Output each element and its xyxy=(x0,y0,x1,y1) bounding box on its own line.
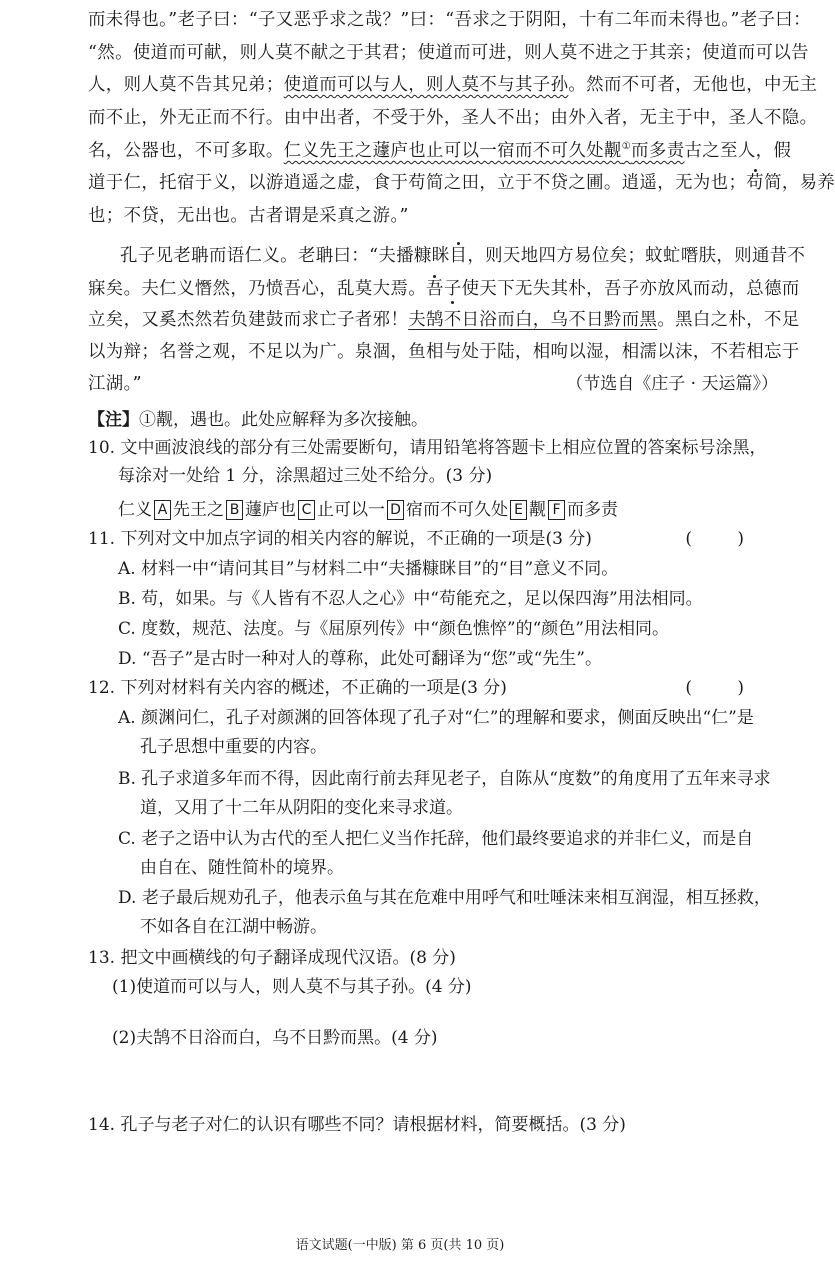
option-b: B. 苟，如果。与《人皆有不忍人之心》中“苟能充之，足以保四海”用法相同。 xyxy=(118,589,703,609)
passage-text: 古之至人，假 xyxy=(684,141,792,161)
passage-text: 。然而不可者，无他也，中无主 xyxy=(568,75,818,95)
question-12-stem: 12. 下列对材料有关内容的概述，不正确的一项是(3 分) xyxy=(88,678,507,698)
dotted-character: 子 xyxy=(443,279,462,299)
answer-paren[interactable]: ( ) xyxy=(685,678,764,698)
option-d: D. “吾子”是古时一种对人的尊称，此处可翻译为“您”或“先生”。 xyxy=(118,649,602,669)
choice-box-f[interactable]: F xyxy=(548,500,565,520)
page-footer: 语文试题(一中版) 第 6 页(共 10 页) xyxy=(295,1238,505,1253)
choice-box-d[interactable]: D xyxy=(387,500,404,520)
underlined-sentence: 夫鹄不日浴而白，乌不日黔而黑 xyxy=(408,310,658,330)
footnote-marker: ① xyxy=(621,141,632,153)
passage-line xyxy=(88,139,792,163)
passage-line: 江湖。” xyxy=(88,374,142,394)
dotted-character: 吾 xyxy=(426,279,444,299)
passage-line: 寐矣。夫仁义憯然，乃愤吾心，乱莫大焉。吾子使天下无失其朴，吾子亦放风而动，总德而 xyxy=(88,279,800,299)
note-text: ①觏，遇也。此处应解释为多次接触。 xyxy=(139,410,428,430)
option-a: A. 颜渊问仁，孔子对颜渊的回答体现了孔子对“仁”的理解和要求，侧面反映出“仁”是 xyxy=(118,708,754,728)
choice-box-b[interactable]: B xyxy=(226,500,243,520)
option-a-cont: 孔子思想中重要的内容。 xyxy=(140,737,327,757)
answer-paren[interactable]: ( ) xyxy=(685,529,764,549)
option-d-cont: 不如各自在江湖中畅游。 xyxy=(140,917,327,937)
question-10-stem: 10. 文中画波浪线的部分有三处需要断句，请用铅笔将答题卡上相应位置的答案标号涂黑， xyxy=(88,438,767,458)
footnote xyxy=(88,408,428,432)
wavy-underlined-text: 使道而可以与人，则人莫不与其子孙 xyxy=(283,75,569,95)
question-11-stem: 11. 下列对文中加点字词的相关内容的解说，不正确的一项是(3 分) xyxy=(88,529,592,549)
passage-line: 孔子见老聃而语仁义。老聃曰：“夫播糠眯目，则天地四方易位矣；蚊虻噆肤，则通昔不 xyxy=(120,246,806,266)
choice-box-a[interactable]: A xyxy=(154,500,171,520)
passage-line: 也；不贷，无出也。古者谓是采真之游。” xyxy=(88,206,409,226)
option-b: B. 孔子求道多年而不得，因此南行前去拜见老子，自陈从“度数”的角度用了五年来寻求 xyxy=(118,769,771,789)
option-c: C. 度数，规范、法度。与《屈原列传》中“颜色憔悴”的“颜色”用法相同。 xyxy=(118,619,669,639)
question-13-item-1: (1)使道而可以与人，则人莫不与其子孙。(4 分) xyxy=(112,977,472,997)
source-citation: （节选自《庄子 · 天运篇》） xyxy=(566,374,778,394)
choice-box-e[interactable]: E xyxy=(510,500,527,520)
choice-box-c[interactable]: C xyxy=(298,500,315,520)
passage-line xyxy=(88,73,818,97)
passage-text: 人，则人莫不告其兄弟； xyxy=(88,75,284,95)
option-c-cont: 由自在、随性简朴的境界。 xyxy=(140,858,344,878)
note-tag: 【注】 xyxy=(88,410,139,430)
passage-line: 道于仁，托宿于义，以游逍遥之虚，食于苟简之田，立于不贷之圃。逍遥，无为也；苟简，易养 xyxy=(88,173,835,193)
dotted-character: 目 xyxy=(449,246,468,266)
passage-line: 而不止，外无正而不行。由中出者，不受于外，圣人不出；由外入者，无主于中，圣人不隐。 xyxy=(88,108,818,128)
passage-line: 以为辩；名誉之观，不足以为广。泉涸，鱼相与处于陆，相呴以湿，相濡以沫，不若相忘于 xyxy=(88,342,800,362)
option-d: D. 老子最后规劝孔子，他表示鱼与其在危难中用呼气和吐唾沫来相互润湿，相互拯救， xyxy=(118,888,771,908)
passage-text: 名，公器也，不可多取。 xyxy=(88,141,284,161)
question-14-stem: 14. 孔子与老子对仁的认识有哪些不同？请根据材料，简要概括。(3 分) xyxy=(88,1115,626,1135)
question-10-stem-cont: 每涂对一处给 1 分，涂黑超过三处不给分。(3 分) xyxy=(118,466,493,486)
wavy-underlined-text: 仁义先王之蘧庐也止可以一宿而不可久处觏①而多责 xyxy=(283,141,685,161)
option-b-cont: 道，又用了十二年从阴阳的变化来寻求道。 xyxy=(140,798,463,818)
passage-line: 立矣，又奚杰然若负建鼓而求亡子者邪！夫鹄不日浴而白，乌不日黔而黑。黑白之朴，不足 xyxy=(88,310,800,330)
option-a: A. 材料一中“请问其目”与材料二中“夫播糠眯目”的“目”意义不同。 xyxy=(118,559,619,579)
question-13-stem: 13. 把文中画横线的句子翻译成现代汉语。(8 分) xyxy=(88,948,456,968)
passage-line: “然。使道而可献，则人莫不献之于其君；使道而可进，则人莫不进之于其亲；使道而可以告 xyxy=(88,43,809,63)
question-10-choices: 仁义 A 先王之 B 蘧庐也 C 止可以一 D 宿而不可久处 E 觏 F 而多责 xyxy=(118,500,618,520)
dotted-character: 苟 xyxy=(746,173,765,193)
question-13-item-2: (2)夫鹄不日浴而白，乌不日黔而黑。(4 分) xyxy=(112,1028,438,1048)
passage-line: 而未得也。”老子曰：“子又恶乎求之哉？”曰：“吾求之于阴阳，十有二年而未得也。”老子曰： xyxy=(88,10,811,30)
option-c: C. 老子之语中认为古代的至人把仁义当作托辞，他们最终要追求的并非仁义，而是自 xyxy=(118,829,754,849)
